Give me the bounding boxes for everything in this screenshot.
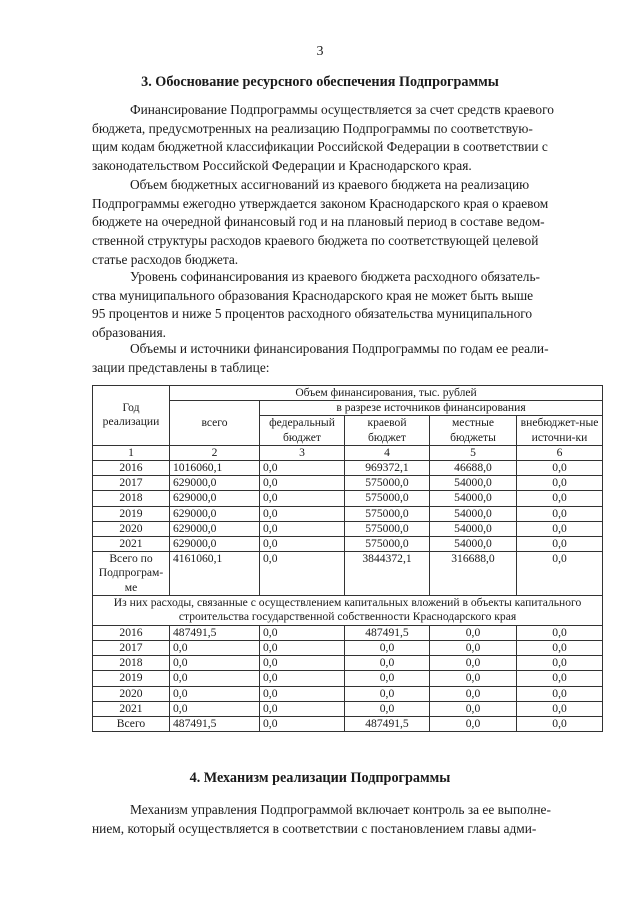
table-row [93,686,603,701]
table-cell: 2018 [93,491,170,506]
text-line: образования. [92,325,166,341]
text-line: ства муниципального образования Краснодарского края не может быть выше [92,287,534,303]
table-cell: 0,0 [517,625,603,640]
column-number-row [93,445,603,460]
table-cell: 629000,0 [170,491,260,506]
table-cell: Всего [93,717,170,732]
table-cell: 487491,5 [170,625,260,640]
table-cell: 629000,0 [170,521,260,536]
text-line: Финансирование Подпрограммы осуществляется за счет средств краевого [130,102,554,117]
table-cell: 0,0 [430,717,517,732]
table-cell: 0,0 [517,671,603,686]
section-3-title: 3. Обоснование ресурсного обеспечения Подпрограммы [141,74,499,90]
table-cell: 54000,0 [430,537,517,552]
table-cell: 0,0 [170,701,260,716]
table-cell: 575000,0 [345,476,430,491]
table-cell: 3844372,1 [345,552,430,596]
section-3-paragraph-1 [92,101,602,176]
table-row [93,537,603,552]
table-cell: 575000,0 [345,506,430,521]
table-row [93,506,603,521]
table-cell: 0,0 [430,701,517,716]
table-cell: 0,0 [170,641,260,656]
table-cell: 2017 [93,641,170,656]
table-cell: 0,0 [260,717,345,732]
table-cell: 0,0 [517,521,603,536]
text-line: бюджета, предусмотренных на реализацию Подпрограммы по соответствую- [92,120,533,136]
table-cell: 0,0 [260,701,345,716]
table-cell: 2021 [93,537,170,552]
table-cell: Всего по Подпрограм-ме [93,552,170,596]
table-cell: 0,0 [517,717,603,732]
table-cell: 1 [93,445,170,460]
table-cell: 4 [345,445,430,460]
text-line: ственной структуры расходов краевого бюджета по соответствующей целевой [92,233,539,249]
table-cell: 316688,0 [430,552,517,596]
table-cell: 0,0 [517,656,603,671]
text-line: бюджете на очередной финансовый год и на плановый период в составе ведом- [92,214,545,230]
table-cell: 1016060,1 [170,461,260,476]
text-line: статье расходов бюджета. [92,251,239,267]
section-4-title: 4. Механизм реализации Подпрограммы [189,770,451,786]
table-cell: 46688,0 [430,461,517,476]
page-number: 3 [316,44,324,59]
table-total-row [93,552,603,596]
table-cell: 0,0 [170,686,260,701]
table-cell: 0,0 [260,521,345,536]
table-cell: 0,0 [430,625,517,640]
table-row [93,671,603,686]
table-cell: 0,0 [260,625,345,640]
table-cell: 0,0 [517,476,603,491]
table-cell: 487491,5 [345,717,430,732]
table-cell: 3 [260,445,345,460]
table-cell: 54000,0 [430,521,517,536]
table-cell: 629000,0 [170,537,260,552]
table-cell: 0,0 [517,506,603,521]
header-local: местные бюджеты [430,416,517,445]
table-header-row [93,401,603,416]
section-3-paragraph-2 [92,176,602,270]
header-extra: внебюджет-ные источни-ки [517,416,603,445]
header-regional: краевой бюджет [345,416,430,445]
table-cell: 0,0 [430,656,517,671]
table-cell: 0,0 [260,506,345,521]
table-cell: 0,0 [345,701,430,716]
table-cell: 0,0 [260,686,345,701]
table-cell: 0,0 [517,701,603,716]
text-line: 95 процентов и ниже 5 процентов расходного обязательства муниципального [92,306,533,322]
section-3-paragraph-4 [92,340,602,377]
header-federal: федеральный бюджет [260,416,345,445]
header-by-source: в разрезе источников финансирования [260,401,603,416]
table-cell: 5 [430,445,517,460]
table-cell: 629000,0 [170,506,260,521]
table-cell: 6 [517,445,603,460]
table-cell: 487491,5 [345,625,430,640]
table-cell: 969372,1 [345,461,430,476]
table-total-row [93,717,603,732]
text-line: законодательством Российской Федерации и Краснодарского края. [92,158,472,174]
table-cell: 0,0 [430,686,517,701]
table-cell: 575000,0 [345,491,430,506]
table-cell: 0,0 [260,491,345,506]
table-cell: 54000,0 [430,491,517,506]
text-line: Механизм управления Подпрограммой включает контроль за ее выполне- [130,802,551,817]
table-row [93,461,603,476]
text-line: нием, который осуществляется в соответствии с постановлением главы адми- [92,820,537,836]
table-cell: 0,0 [517,641,603,656]
table-row [93,521,603,536]
table-cell: 54000,0 [430,506,517,521]
table-row [93,656,603,671]
header-total: всего [170,401,260,446]
table-cell: 0,0 [345,641,430,656]
text-line: Уровень софинансирования из краевого бюджета расходного обязатель- [130,269,541,284]
text-line: Объемы и источники финансирования Подпрограммы по годам ее реали- [130,341,549,356]
table-cell: 2019 [93,671,170,686]
table-cell: 0,0 [345,686,430,701]
capital-note: Из них расходы, связанные с осуществлением капитальных вложений в объекты капитального строительства государственной собственности Краснодарского края [93,595,603,625]
table-cell: 2 [170,445,260,460]
table-cell: 0,0 [260,476,345,491]
table-cell: 0,0 [517,686,603,701]
text-line: щим кодам бюджетной классификации Российской Федерации в соответствии с [92,139,548,155]
financing-table [92,385,603,732]
text-line: зации представлены в таблице: [92,359,270,375]
header-year: Год реализации [93,386,170,446]
table-cell: 2020 [93,686,170,701]
text-line: Объем бюджетных ассигнований из краевого бюджета на реализацию [130,177,530,192]
table-cell: 0,0 [260,461,345,476]
table-row [93,701,603,716]
table-cell: 2016 [93,461,170,476]
table-cell: 0,0 [345,671,430,686]
table-cell: 2018 [93,656,170,671]
table-cell: 629000,0 [170,476,260,491]
table-cell: 0,0 [517,552,603,596]
table-cell: 0,0 [517,491,603,506]
section-4-paragraph-1 [92,801,602,838]
table-cell: 0,0 [517,537,603,552]
table-header-row [93,386,603,401]
table-cell: 2017 [93,476,170,491]
table-cell: 0,0 [517,461,603,476]
table-cell: 2020 [93,521,170,536]
capital-note-row [93,595,603,625]
table-cell: 0,0 [170,656,260,671]
table-cell: 0,0 [260,671,345,686]
table-cell: 0,0 [430,641,517,656]
table-cell: 0,0 [260,537,345,552]
table-cell: 2021 [93,701,170,716]
table-cell: 54000,0 [430,476,517,491]
table-cell: 2019 [93,506,170,521]
table-cell: 0,0 [260,641,345,656]
table-cell: 2016 [93,625,170,640]
text-line: Подпрограммы ежегодно утверждается законом Краснодарского края о краевом [92,195,549,211]
table-row [93,491,603,506]
table-cell: 575000,0 [345,537,430,552]
table-cell: 575000,0 [345,521,430,536]
table-cell: 0,0 [170,671,260,686]
table-cell: 0,0 [260,656,345,671]
table-row [93,625,603,640]
header-volume: Объем финансирования, тыс. рублей [170,386,603,401]
table-cell: 4161060,1 [170,552,260,596]
table-cell: 0,0 [260,552,345,596]
section-3-paragraph-3 [92,268,602,343]
table-cell: 0,0 [430,671,517,686]
table-cell: 487491,5 [170,717,260,732]
table-cell: 0,0 [345,656,430,671]
table-row [93,641,603,656]
table-row [93,476,603,491]
